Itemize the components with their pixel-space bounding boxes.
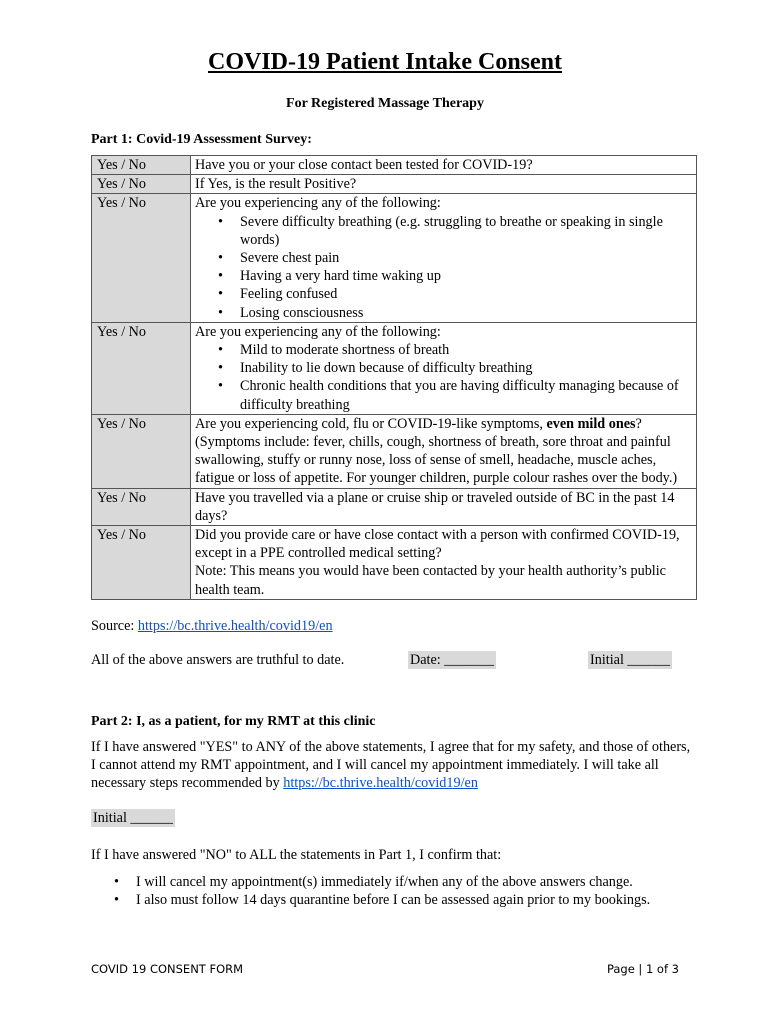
document-subtitle: For Registered Massage Therapy — [286, 96, 484, 111]
assessment-survey-table — [91, 155, 697, 600]
yes-no-answer-field[interactable]: Yes / No — [92, 156, 191, 175]
truthful-statement: All of the above answers are truthful to date. — [91, 652, 345, 668]
question-text: Have you travelled via a plane or cruise ship or traveled outside of BC in the past 14 days? — [191, 488, 697, 525]
consent-paragraph — [91, 738, 691, 792]
source-label: Source: — [91, 618, 138, 634]
list-item: • Severe difficulty breathing (e.g. struggling to breathe or speaking in single words) — [240, 213, 696, 249]
table-row — [92, 414, 697, 488]
question-cell — [191, 322, 697, 414]
symptom-list — [195, 341, 696, 414]
part2-heading: Part 2: I, as a patient, for my RMT at this clinic — [91, 714, 376, 729]
question-text: Are you experiencing any of the following: — [195, 195, 441, 212]
guidance-link[interactable]: https://bc.thrive.health/covid19/en — [283, 775, 478, 791]
list-item: • Losing consciousness — [240, 304, 696, 322]
question-cell — [191, 414, 697, 488]
table-row — [92, 526, 697, 600]
yes-no-answer-field[interactable]: Yes / No — [92, 194, 191, 322]
table-row — [92, 194, 697, 322]
table-row — [92, 488, 697, 525]
question-cell — [191, 526, 697, 600]
consent-text: If I have answered "YES" to ANY of the above statements, I agree that for my safety, and those of others, I cannot attend my RMT appointment, and I will cancel my appointment immediately. I will take all necessary steps recommended by — [91, 739, 691, 791]
initial-field[interactable]: Initial ______ — [590, 652, 670, 668]
table-row — [92, 175, 697, 194]
yes-no-answer-field[interactable]: Yes / No — [92, 488, 191, 525]
date-field[interactable]: Date: _______ — [410, 652, 494, 668]
question-emphasis: even mild ones — [546, 415, 636, 432]
source-link[interactable]: https://bc.thrive.health/covid19/en — [137, 618, 333, 634]
document-title: COVID-19 Patient Intake Consent — [208, 49, 562, 75]
question-text: Are you experiencing any of the following: — [195, 323, 441, 340]
footer-title: COVID 19 CONSENT FORM — [91, 962, 244, 976]
question-text: Have you or your close contact been tested for COVID-19? — [191, 156, 697, 175]
list-item: • I also must follow 14 days quarantine before I can be assessed again prior to my bookings. — [136, 891, 736, 909]
question-text: If Yes, is the result Positive? — [191, 175, 697, 194]
confirm-list — [91, 873, 736, 909]
list-item: • Feeling confused — [240, 285, 696, 303]
part1-heading: Part 1: Covid-19 Assessment Survey: — [91, 132, 312, 147]
list-item: • Severe chest pain — [240, 249, 696, 267]
question-cell — [191, 194, 697, 322]
symptom-list — [195, 213, 696, 322]
list-item: • Mild to moderate shortness of breath — [240, 341, 696, 359]
list-item: • I will cancel my appointment(s) immediately if/when any of the above answers change. — [136, 873, 736, 891]
list-item: • Having a very hard time waking up — [240, 267, 696, 285]
yes-no-answer-field[interactable]: Yes / No — [92, 175, 191, 194]
question-text-continued: ? (Symptoms include: fever, chills, cough, shortness of breath, sore throat and painful swallowing, stuffy or runny nose, loss of sense of smell, headache, muscle aches, fatigue or loss of appetite. For younger children, purple colour rashes over the body.) — [195, 415, 678, 487]
list-item: • Chronic health conditions that you are having difficulty managing because of difficulty breathing — [240, 377, 696, 413]
table-row — [92, 156, 697, 175]
question-note: Note: This means you would have been contacted by your health authority’s public health team. — [195, 563, 666, 598]
list-item: • Inability to lie down because of difficulty breathing — [240, 359, 696, 377]
question-text: Are you experiencing cold, flu or COVID-19-like symptoms, — [195, 415, 547, 432]
yes-no-answer-field[interactable]: Yes / No — [92, 526, 191, 600]
table-row — [92, 322, 697, 414]
yes-no-answer-field[interactable]: Yes / No — [92, 322, 191, 414]
confirm-statement: If I have answered "NO" to ALL the statements in Part 1, I confirm that: — [91, 847, 502, 863]
question-text: Did you provide care or have close contact with a person with confirmed COVID-19, except in a PPE controlled medical setting? — [195, 527, 680, 562]
yes-no-answer-field[interactable]: Yes / No — [92, 414, 191, 488]
source-line — [91, 617, 333, 635]
initial-field-part2[interactable]: Initial ______ — [93, 810, 173, 826]
page-number: Page | 1 of 3 — [606, 962, 679, 976]
